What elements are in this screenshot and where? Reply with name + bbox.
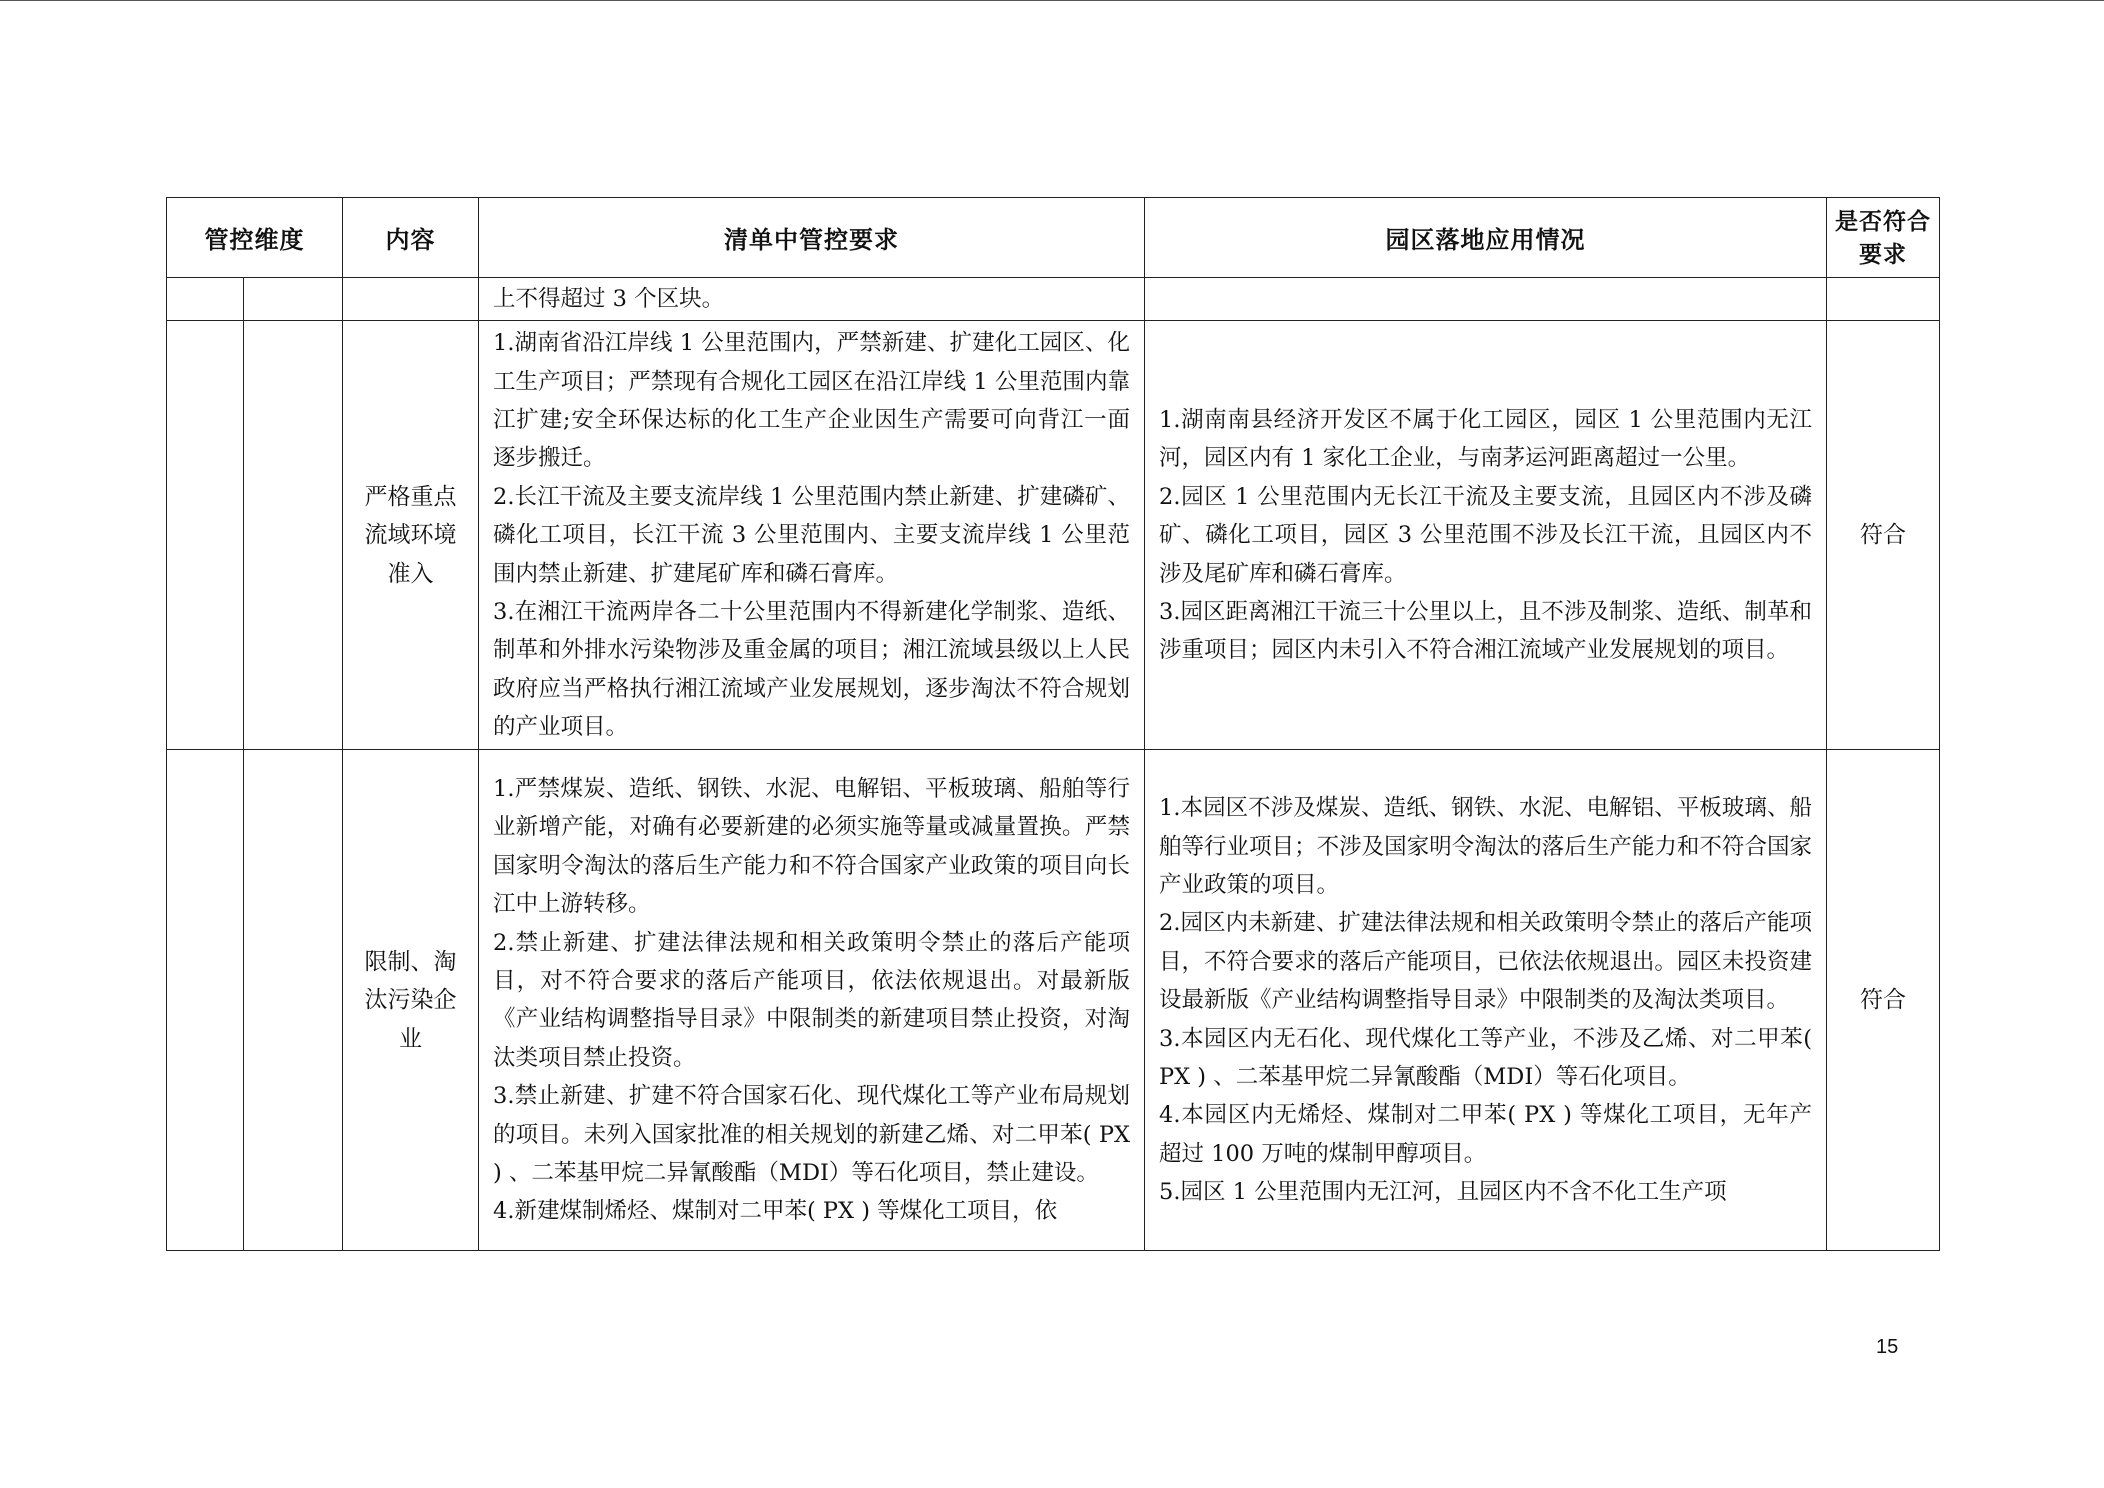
application-item: 1.湖南南县经济开发区不属于化工园区，园区 1 公里范围内无江河，园区内有 1 家化工企业，与南茅运河距离超过一公里。 [1159, 406, 1812, 472]
subdimension-cell [244, 750, 343, 1251]
table-row [167, 321, 1940, 750]
header-requirements: 清单中管控要求 [479, 198, 1145, 278]
compliance-status: 符合 [1860, 987, 1906, 1014]
compliance-cell [1827, 321, 1940, 750]
application-item: 5.园区 1 公里范围内无江河，且园区内不含不化工生产项 [1159, 1179, 1727, 1206]
requirement-item: 2.禁止新建、扩建法律法规和相关政策明令禁止的落后产能项目，对不符合要求的落后产能项目，依法依规退出。对最新版《产业结构调整指导目录》中限制类的新建项目禁止投资，对淘汰类项目禁止投资。 [493, 929, 1130, 1071]
table-row [167, 750, 1940, 1251]
header-dimension: 管控维度 [167, 198, 343, 278]
application-cell [1145, 750, 1827, 1251]
requirement-cell [479, 321, 1145, 750]
header-compliance: 是否符合要求 [1827, 198, 1940, 278]
dimension-cell [167, 278, 244, 321]
subdimension-cell [244, 278, 343, 321]
compliance-status: 符合 [1860, 522, 1906, 549]
content-label: 严格重点流域环境准入 [364, 483, 457, 587]
application-item: 4.本园区内无烯烃、煤制对二甲苯( PX ) 等煤化工项目，无年产超过 100 万吨的煤制甲醇项目。 [1159, 1102, 1812, 1167]
header-application: 园区落地应用情况 [1145, 198, 1827, 278]
content-cell [343, 750, 479, 1251]
requirement-item: 4.新建煤制烯烃、煤制对二甲苯( PX ) 等煤化工项目，依 [493, 1198, 1058, 1225]
requirement-item: 3.在湘江干流两岸各二十公里范围内不得新建化学制浆、造纸、制革和外排水污染物涉及重金属的项目；湘江流域县级以上人民政府应当严格执行湘江流域产业发展规划，逐步淘汰不符合规划的产业项目。 [493, 599, 1130, 741]
requirement-list [479, 768, 1144, 1233]
application-item: 3.园区距离湘江干流三十公里以上，且不涉及制浆、造纸、制革和涉重项目；园区内未引入不符合湘江流域产业发展规划的项目。 [1159, 599, 1812, 664]
application-item: 2.园区内未新建、扩建法律法规和相关政策明令禁止的落后产能项目，不符合要求的落后产能项目，已依法依规退出。园区未投资建设最新版《产业结构调整指导目录》中限制类的及淘汰类项目。 [1159, 910, 1812, 1014]
control-requirements-table [166, 197, 1940, 1251]
requirement-list [479, 322, 1144, 748]
application-item: 1.本园区不涉及煤炭、造纸、钢铁、水泥、电解铝、平板玻璃、船舶等行业项目；不涉及国家明令淘汰的落后生产能力和不符合国家产业政策的项目。 [1159, 795, 1812, 898]
compliance-cell [1827, 278, 1940, 321]
application-cell [1145, 278, 1827, 321]
content-cell [343, 278, 479, 321]
application-cell [1145, 321, 1827, 750]
application-item: 3.本园区内无石化、现代煤化工等产业，不涉及乙烯、对二甲苯( PX ) 、二苯基甲烷二异氰酸酯（MDI）等石化项目。 [1159, 1025, 1812, 1091]
page-top-border [0, 0, 2104, 1]
content-cell [343, 321, 479, 750]
dimension-cell [167, 750, 244, 1251]
requirement-tail: 上不得超过 3 个区块。 [493, 286, 725, 312]
page-number: 15 [1876, 1336, 1899, 1358]
table-row-continuation [167, 278, 1940, 321]
compliance-cell [1827, 750, 1940, 1251]
requirement-item: 1.湖南省沿江岸线 1 公里范围内，严禁新建、扩建化工园区、化工生产项目；严禁现有合规化工园区在沿江岸线 1 公里范围内靠江扩建;安全环保达标的化工生产企业因生产需要可向背江一面逐步搬迁。 [493, 330, 1130, 472]
requirement-item: 3.禁止新建、扩建不符合国家石化、现代煤化工等产业布局规划的项目。未列入国家批准的相关规划的新建乙烯、对二甲苯( PX ) 、二苯基甲烷二异氰酸酯（MDI）等石化项目，禁止建设。 [493, 1083, 1130, 1187]
table-header-row [167, 198, 1940, 278]
requirement-item: 1.严禁煤炭、造纸、钢铁、水泥、电解铝、平板玻璃、船舶等行业新增产能，对确有必要新建的必须实施等量或减量置换。严禁国家明令淘汰的落后生产能力和不符合国家产业政策的项目向长江中上游转移。 [493, 775, 1130, 918]
application-list [1145, 399, 1826, 672]
requirement-cell [479, 750, 1145, 1251]
requirement-cell [479, 278, 1145, 321]
requirement-item: 2.长江干流及主要支流岸线 1 公里范围内禁止新建、扩建磷矿、磷化工项目，长江干流 3 公里范围内、主要支流岸线 1 公里范围内禁止新建、扩建尾矿库和磷石膏库。 [493, 483, 1130, 587]
content-label: 限制、淘汰污染企业 [364, 948, 457, 1052]
header-content: 内容 [343, 198, 479, 278]
subdimension-cell [244, 321, 343, 750]
dimension-cell [167, 321, 244, 750]
application-list [1145, 787, 1826, 1213]
application-item: 2.园区 1 公里范围内无长江干流及主要支流，且园区内不涉及磷矿、磷化工项目，园区 3 公里范围不涉及长江干流，且园区内不涉及尾矿库和磷石膏库。 [1159, 483, 1812, 587]
